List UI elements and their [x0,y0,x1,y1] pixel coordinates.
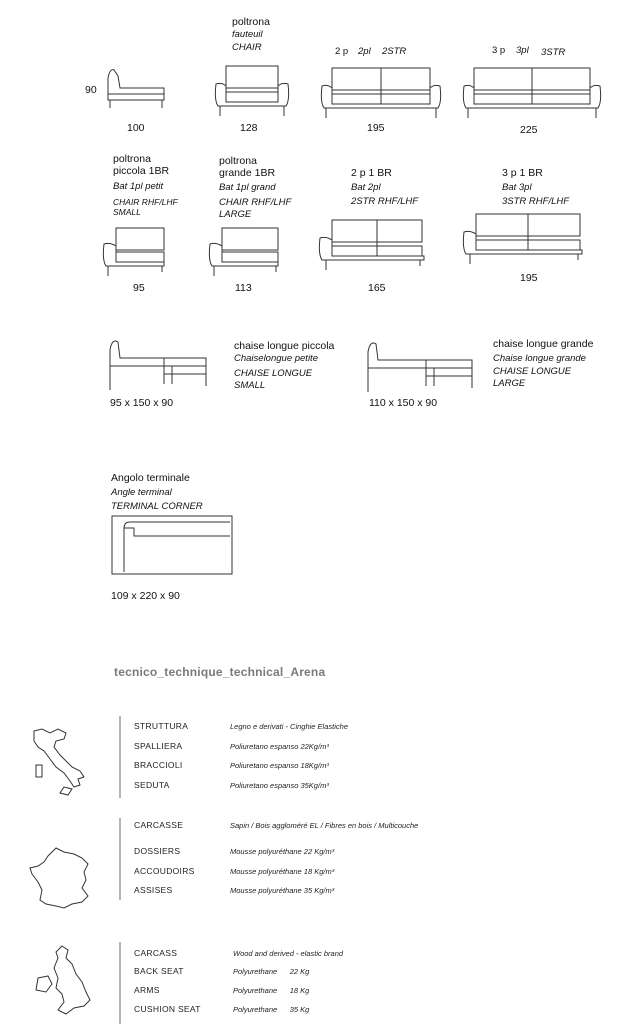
small-br-width: 95 [133,282,145,294]
spec-label: CARCASS [134,948,178,958]
large-br-l3: Bat 1pl grand [219,182,276,193]
large-br-l5: LARGE [219,209,252,220]
two-br-width: 165 [368,282,386,294]
two-br-l2: Bat 2pl [351,182,381,193]
sofa3-width-label: 225 [520,124,538,136]
small-br-drawing [100,222,170,278]
sofa3-front-drawing [460,64,604,120]
sofa2-width-label: 195 [367,122,385,134]
corner-l2: Angle terminal [111,487,172,498]
large-br-l2: grande 1BR [219,167,276,179]
small-br-l3: Bat 1pl petit [113,181,164,192]
large-br-l4: CHAIR RHF/LHF [219,197,292,208]
spec-label: ASSISES [134,885,173,895]
chaise-large-l2: Chaise longue grande [493,353,586,364]
chaise-large-drawing [364,338,480,394]
side-height-label: 90 [85,84,97,96]
sofa2-label-it: 2 p [335,46,349,57]
spec-label: ACCOUDOIRS [134,866,195,876]
three-br-drawing [460,210,584,266]
three-br-width: 195 [520,272,538,284]
sofa3-label-it: 3 p [492,45,506,56]
spec-value: Polyurethane 22 Kg [233,967,310,976]
uk-divider [119,942,121,1024]
chair-label-fr: fauteuil [232,29,263,40]
large-br-width: 113 [235,282,252,294]
chaise-large-l3: CHAISE LONGUE [493,366,572,377]
spec-label: BACK SEAT [134,966,184,976]
chaise-small-l2: Chaiselongue petite [234,353,318,364]
spec-label: STRUTTURA [134,721,189,731]
sofa2-label-fr: 2pl [358,46,371,57]
spec-value: Polyurethane 35 Kg [233,1005,310,1014]
spec-value: Legno e derivati - Cinghie Elastiche [230,722,348,731]
spec-value: Mousse polyuréthane 18 Kg/m³ [230,867,335,876]
chair-width-label: 128 [240,122,258,134]
chair-label-it: poltrona [232,16,270,28]
spec-value: Wood and derived - elastic brand [233,949,344,958]
side-width-label: 100 [127,122,145,134]
chair-label-en: CHAIR [232,42,262,53]
spec-value: Poliuretano espanso 22Kg/m³ [230,742,329,751]
side-view-drawing [100,60,170,112]
spec-label: SPALLIERA [134,741,183,751]
uk-map-icon [32,944,102,1020]
three-br-l1: 3 p 1 BR [502,167,543,179]
sofa3-label-en: 3STR [541,47,566,58]
sofa3-label-fr: 3pl [516,45,529,56]
chaise-small-l3: CHAISE LONGUE [234,368,313,379]
spec-value: Poliuretano espanso 18Kg/m³ [230,761,329,770]
sofa2-front-drawing [318,64,444,120]
spec-value: Polyurethane 18 Kg [233,986,310,995]
spec-label: CARCASSE [134,820,184,830]
spec-value: Mousse polyuréthane 35 Kg/m³ [230,886,335,895]
chaise-small-dims: 95 x 150 x 90 [110,397,174,409]
spec-value: Mousse polyuréthane 22 Kg/m³ [230,847,335,856]
technical-title: tecnico_technique_technical_Arena [114,665,326,679]
spec-label: SEDUTA [134,780,170,790]
chaise-large-l1: chaise longue grande [493,338,594,350]
spec-label: CUSHION SEAT [134,1004,201,1014]
large-br-l1: poltrona [219,155,257,167]
small-br-l5: SMALL [113,207,141,217]
corner-plan-drawing [110,514,236,578]
corner-l3: TERMINAL CORNER [111,501,203,512]
two-br-l3: 2STR RHF/LHF [351,196,419,207]
chaise-small-l1: chaise longue piccola [234,340,335,352]
chaise-large-dims: 110 x 150 x 90 [369,397,438,409]
chaise-large-l4: LARGE [493,378,526,389]
large-br-drawing [206,222,282,278]
spec-value: Sapin / Bois aggloméré EL / Fibres en bois / Multicouche [230,821,419,830]
two-br-l1: 2 p 1 BR [351,167,392,179]
two-br-drawing [316,216,428,272]
small-br-l4: CHAIR RHF/LHF [113,197,178,207]
chaise-small-drawing [106,336,214,392]
sofa2-label-en: 2STR [382,46,407,57]
spec-label: DOSSIERS [134,846,181,856]
italy-map-icon [26,725,92,801]
three-br-l2: Bat 3pl [502,182,532,193]
spec-label: ARMS [134,985,160,995]
chaise-small-l4: SMALL [234,380,266,391]
spec-label: BRACCIOLI [134,760,183,770]
small-br-l1: poltrona [113,153,151,165]
three-br-l3: 3STR RHF/LHF [502,196,570,207]
small-br-l2: piccola 1BR [113,165,170,177]
corner-l1: Angolo terminale [111,472,190,484]
corner-dims: 109 x 220 x 90 [111,590,180,602]
france-map-icon [26,844,96,914]
italy-divider [119,716,121,798]
chair-front-drawing [212,62,292,118]
france-divider [119,818,121,900]
spec-value: Poliuretano espanso 35Kg/m³ [230,781,329,790]
